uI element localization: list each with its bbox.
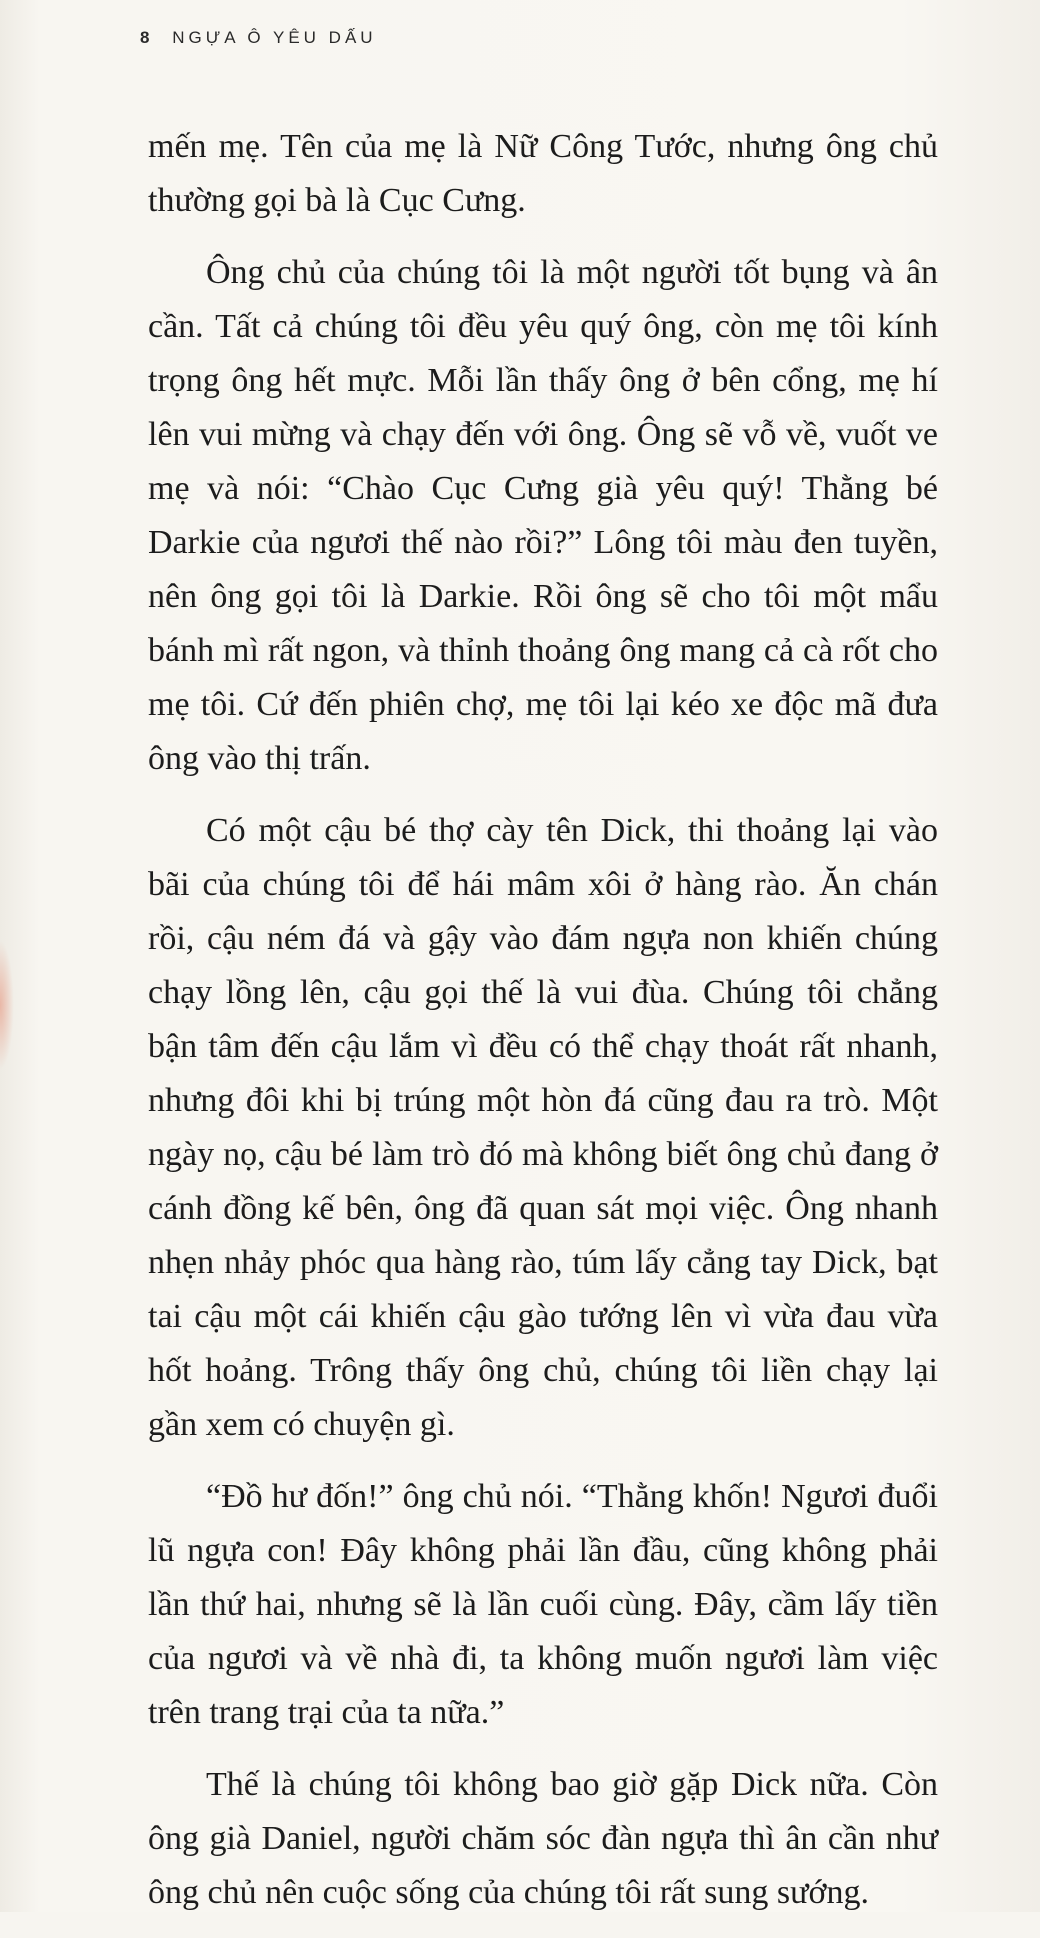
paragraph-1: mến mẹ. Tên của mẹ là Nữ Công Tước, nhưng ông chủ thường gọi bà là Cục Cưng. [148,128,938,219]
paragraph-3: Có một cậu bé thợ cày tên Dick, thi thoảng lại vào bãi của chúng tôi để hái mâm xôi ở hàng rào. Ăn chán rồi, cậu ném đá và gậy vào đám ngựa non khiến chúng chạy lồng lên, cậu gọi thế là vui đùa. Chúng tôi chẳng bận tâm đến cậu lắm vì đều có thể chạy thoát rất nhanh, nhưng đôi khi bị trúng một hòn đá cũng đau ra trò. Một ngày nọ, cậu bé làm trò đó mà không biết ông chủ đang ở cánh đồng kế bên, ông đã quan sát mọi việc. Ông nhanh nhẹn nhảy phóc qua hàng rào, túm lấy cẳng tay Dick, bạt tai cậu một cái khiến cậu gào tướng lên vì vừa đau vừa hốt hoảng. Trông thấy ông chủ, chúng tôi liền chạy lại gần xem có chuyện gì. [148,812,938,1443]
book-title: NGỰA Ô YÊU DẤU [172,28,377,47]
paragraph-4: “Đồ hư đốn!” ông chủ nói. “Thằng khốn! Ngươi đuổi lũ ngựa con! Đây không phải lần đầu, cũng không phải lần thứ hai, nhưng sẽ là lần cuối cùng. Đây, cầm lấy tiền của ngươi và về nhà đi, ta không muốn ngươi làm việc trên trang trại của ta nữa.” [148,1478,938,1731]
page-edge-shadow [0,940,14,1070]
page-number: 8 [140,28,150,47]
body-text [148,120,938,1938]
paragraph-2: Ông chủ của chúng tôi là một người tốt bụng và ân cần. Tất cả chúng tôi đều yêu quý ông, còn mẹ tôi kính trọng ông hết mực. Mỗi lần thấy ông ở bên cổng, mẹ hí lên vui mừng và chạy đến với ông. Ông sẽ vỗ về, vuốt ve mẹ và nói: “Chào Cục Cưng già yêu quý! Thằng bé Darkie của ngươi thế nào rồi?” Lông tôi màu đen tuyền, nên ông gọi tôi là Darkie. Rồi ông sẽ cho tôi một mẩu bánh mì rất ngon, và thỉnh thoảng ông mang cả cà rốt cho mẹ tôi. Cứ đến phiên chợ, mẹ tôi lại kéo xe độc mã đưa ông vào thị trấn. [148,254,938,777]
paragraph-5: Thế là chúng tôi không bao giờ gặp Dick nữa. Còn ông già Daniel, người chăm sóc đàn ngựa thì ân cần như ông chủ nên cuộc sống của chúng tôi rất sung sướng. [148,1766,938,1911]
running-head [140,28,377,48]
